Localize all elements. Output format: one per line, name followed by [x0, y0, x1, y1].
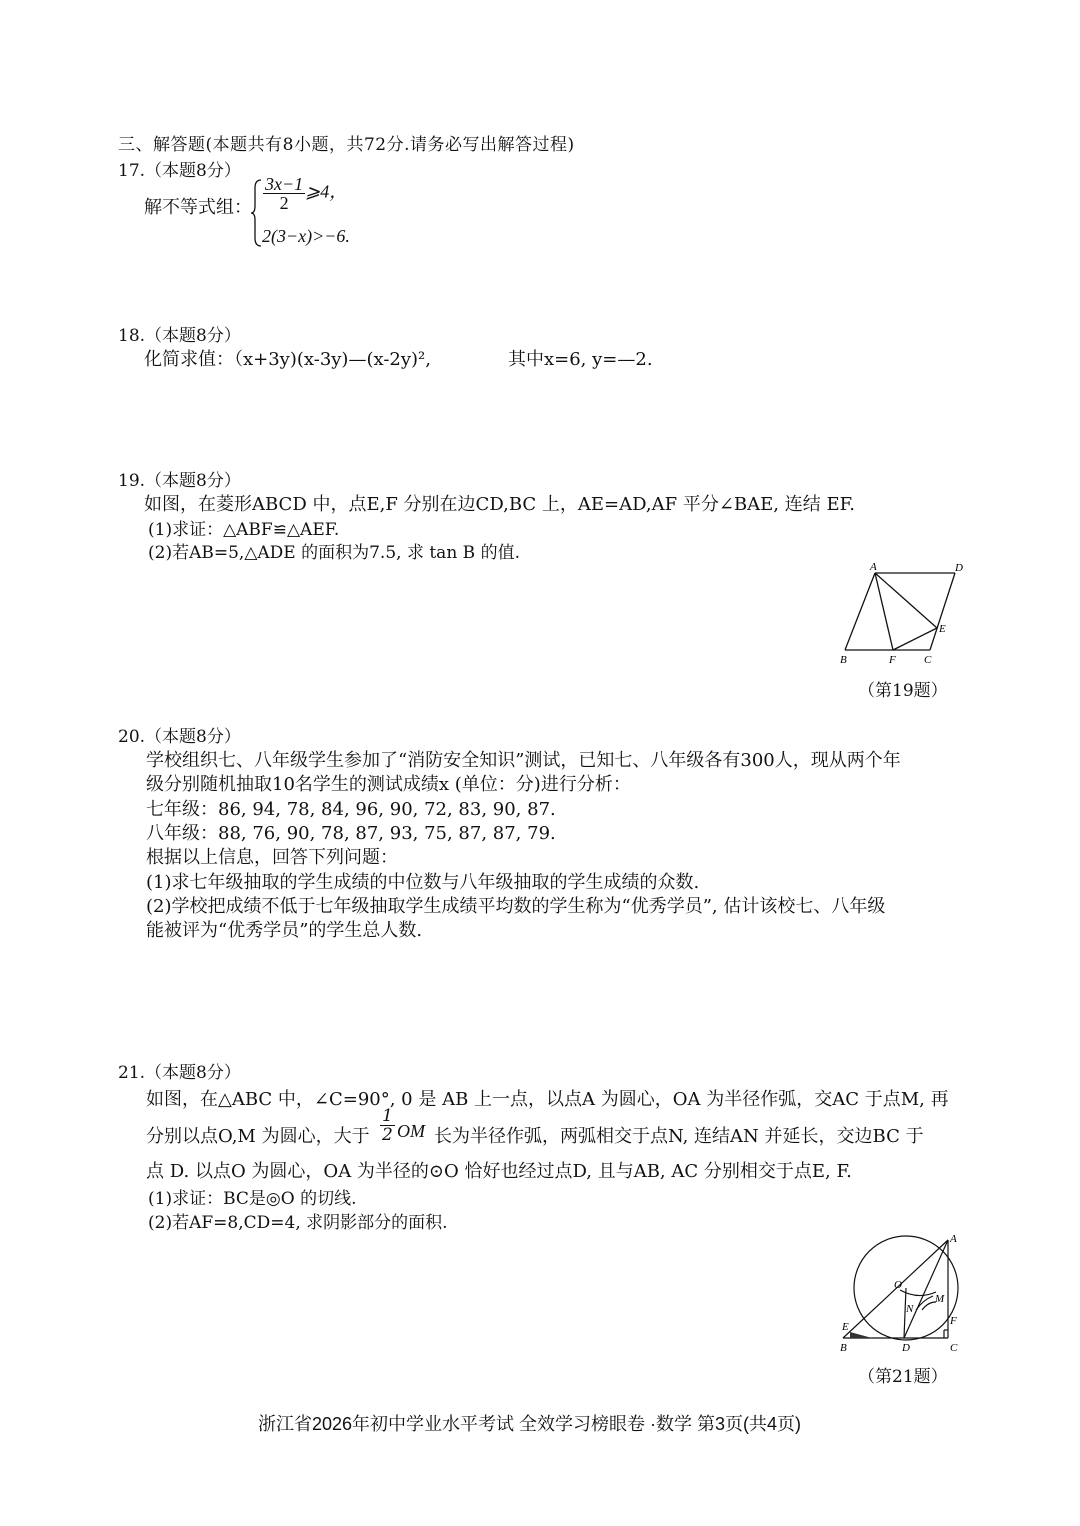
q19-label-c: C — [924, 654, 932, 666]
q17-ineq1-rest: ⩾4， — [305, 181, 348, 202]
q21-caption: （第21题） — [858, 1367, 948, 1387]
q21-number: 21.（本题8分） — [118, 1063, 241, 1083]
q19-label-e: E — [939, 623, 946, 635]
q21-half-fraction — [380, 1107, 395, 1144]
q18-text: 化简求值：（x+3y)(x-3y)—(x-2y)², — [144, 349, 431, 370]
q19-line1: 如图，在菱形ABCD 中，点E,F 分别在边CD,BC 上，AE=AD,AF 平分∠BAE, 连结 EF. — [144, 494, 855, 515]
q21-line2-b: 长为半径作弧，两弧相交于点N, 连结AN 并延长，交边BC 于 — [434, 1126, 924, 1147]
q20-line8: 能被评为“优秀学员”的学生总人数. — [146, 920, 423, 941]
q18-number: 18.（本题8分） — [118, 326, 241, 346]
q21-fraction-denominator: 2 — [382, 1125, 393, 1145]
q17-ineq2: 2(3−x)>−6. — [262, 226, 350, 246]
q21-shaded-region — [850, 1332, 872, 1338]
q20-grade7: 七年级：86, 94, 78, 84, 96, 90, 72, 83, 90, 87. — [146, 799, 556, 820]
q20-line7: (2)学校把成绩不低于七年级抽取学生成绩平均数的学生称为“优秀学员”, 估计该校七、八年级 — [146, 896, 886, 917]
q20-line5: 根据以上信息，回答下列问题： — [146, 847, 398, 868]
section-title: 三、解答题(本题共有8小题，共72分.请务必写出解答过程) — [118, 135, 575, 155]
q21-line5: (2)若AF=8,CD=4, 求阴影部分的面积. — [148, 1213, 448, 1233]
q19-line3: (2)若AB=5,△ADE 的面积为7.5, 求 tan B 的值. — [148, 543, 520, 563]
q17-fraction-denominator: 2 — [279, 193, 289, 213]
q21-line1: 如图，在△ABC 中，∠C=90°, 0 是 AB 上一点，以点A 为圆心，OA 为半径作弧，交AC 于点M, 再 — [146, 1089, 949, 1110]
q21-label-d: D — [902, 1342, 910, 1354]
q17-fraction — [263, 175, 305, 212]
q19-label-d: D — [955, 562, 963, 574]
q20-line1: 学校组织七、八年级学生参加了“消防安全知识”测试，已知七、八年级各有300人，现从两个年 — [146, 750, 901, 771]
q19-caption: （第19题） — [858, 681, 948, 701]
page-footer: 浙江省2026年初中学业水平考试 全效学习榜眼卷 ·数学 第3页(共4页) — [258, 1414, 802, 1434]
q20-number: 20.（本题8分） — [118, 727, 241, 747]
q21-om: OM — [397, 1121, 425, 1141]
q21-label-f: F — [950, 1315, 957, 1327]
q17-fraction-numerator: 3x−1 — [265, 174, 304, 194]
q19-figure — [835, 558, 970, 668]
q19-line2: (1)求证：△ABF≌△AEF. — [148, 520, 340, 540]
q21-label-m: M — [935, 1293, 945, 1305]
q19-number: 19.（本题8分） — [118, 471, 241, 491]
q21-label-o: O — [894, 1279, 902, 1291]
q21-line2-a: 分别以点O,M 为圆心，大于 — [146, 1126, 370, 1147]
q19-label-a: A — [870, 561, 877, 573]
q17-prompt: 解不等式组： — [144, 197, 252, 218]
q21-label-b: B — [840, 1342, 847, 1354]
q19-label-f: F — [889, 654, 896, 666]
q17-ineq1 — [263, 175, 347, 212]
q19-label-b: B — [840, 654, 847, 666]
q17-number: 17.（本题8分） — [118, 161, 241, 181]
q21-label-a: A — [950, 1233, 957, 1245]
q21-line4: (1)求证：BC是◎O 的切线. — [148, 1189, 357, 1209]
q20-grade8: 八年级：88, 76, 90, 78, 87, 93, 75, 87, 87, 79. — [146, 823, 556, 844]
q21-fraction-numerator: 1 — [382, 1106, 393, 1126]
q21-label-n: N — [906, 1303, 914, 1315]
q18-condition: 其中x=6, y=—2. — [508, 349, 653, 370]
q20-line6: (1)求七年级抽取的学生成绩的中位数与八年级抽取的学生成绩的众数. — [146, 872, 700, 893]
q21-line3: 点 D. 以点O 为圆心，OA 为半径的⊙O 恰好也经过点D, 且与AB, AC 分别相交于点E, F. — [146, 1161, 852, 1182]
q20-line2: 级分别随机抽取10名学生的测试成绩x (单位：分)进行分析： — [146, 774, 631, 795]
q21-label-e: E — [842, 1321, 849, 1333]
q21-label-c: C — [950, 1342, 958, 1354]
q21-figure — [838, 1230, 973, 1355]
